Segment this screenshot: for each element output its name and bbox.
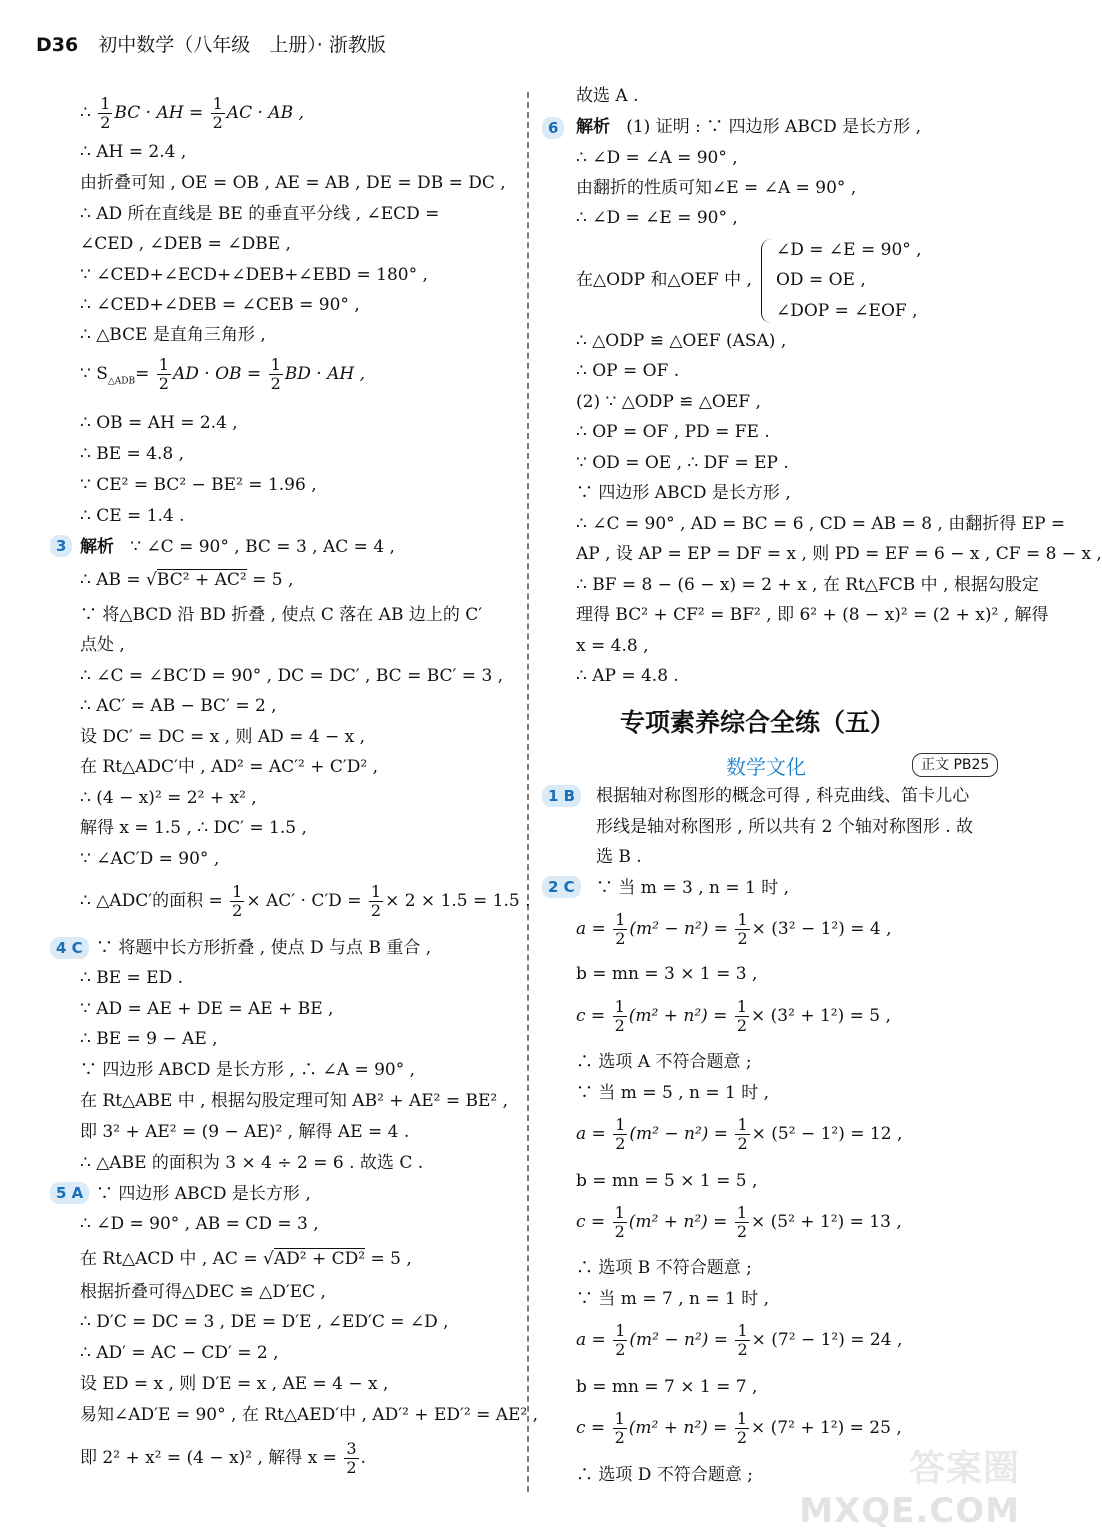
text-line: ∴ AP = 4.8 . [576,666,679,686]
text-line: 由翻折的性质可知∠E = ∠A = 90° , [576,178,857,198]
page-header [36,30,386,57]
text-line: ∴ BE = ED . [80,968,184,988]
text-line: ∴ OB = AH = 2.4 , [80,413,238,433]
text-line: ∴ BE = 9 − AE , [80,1029,218,1049]
question-3-badge: 3 [50,535,72,557]
text-line: 在△ODP 和△OEF 中 , [576,270,752,290]
text-line: 根据轴对称图形的概念可得 , 科克曲线、笛卡儿心 [596,786,970,806]
text-line: ∵ 四边形 ABCD 是长方形 , [576,483,791,503]
brace-line: OD = OE , [776,270,866,290]
text-line: ∴ ∠CED+∠DEB = ∠CEB = 90° , [80,295,360,315]
text-line: 易知∠AD′E = 90° , 在 Rt△AED′中 , AD′² + ED′² = AE² , [80,1405,539,1425]
text-line: 点处 , [80,635,125,655]
formula-line: 在 Rt△ACD 中 , AC = √AD² + CD² = 5 , [80,1249,412,1269]
text-line: 故选 A . [576,86,639,106]
question-4-badge: 4 C [50,937,89,959]
text-line: ∴ ∠C = 90° , AD = BC = 6 , CD = AB = 8 , 由翻折得 EP = [576,514,1066,534]
text-line: ∴ AH = 2.4 , [80,142,187,162]
page-reference: 正文 PB25 [912,753,998,777]
formula-line: 即 2² + x² = (4 − x)² , 解得 x = $\frac{3}{2}$ . [80,1439,366,1477]
formula-line: ∴ AB = √BC² + AC² = 5 , [80,570,294,590]
text-line: (2) ∵ △ODP ≌ △OEF , [576,392,761,412]
text-line: ∴ AC′ = AB − BC′ = 2 , [80,696,277,716]
text-line: ∴ AD′ = AC − CD′ = 2 , [80,1343,279,1363]
question-1-badge: 1 B [542,785,581,807]
text-line: ∵ 当 m = 5 , n = 1 时 , [576,1083,770,1103]
question-5-badge: 5 A [50,1182,89,1204]
question-2-badge: 2 C [542,876,581,898]
watermark: 答案圈 MXQE.COM [799,1448,1020,1531]
text-line: b = mn = 7 × 1 = 7 , [576,1377,758,1397]
text-line: ∴ △ABE 的面积为 3 × 4 ÷ 2 = 6 . 故选 C . [80,1153,424,1173]
text-line: ∵ 当 m = 3 , n = 1 时 , [596,878,790,898]
text-line: ∵ OD = OE , ∴ DF = EP . [576,453,789,473]
text-line: ∴ AD 所在直线是 BE 的垂直平分线 , ∠ECD = [80,204,440,224]
text-line: ∴ ∠C = ∠BC′D = 90° , DC = DC′ , BC = BC′ = 3 , [80,666,504,686]
column-divider [527,92,529,1492]
brace-line: ∠D = ∠E = 90° , [776,240,922,260]
text-line: 解得 x = 1.5 , ∴ DC′ = 1.5 , [80,818,307,838]
text-line: 形线是轴对称图形 , 所以共有 2 个轴对称图形 . 故 [596,817,974,837]
text-line: ∵ 将△BCD 沿 BD 折叠 , 使点 C 落在 AB 边上的 C′ [80,605,483,625]
text-line: ∴ BE = 4.8 , [80,444,185,464]
text-line: 选 B . [596,847,642,867]
text-line: 根据折叠可得△DEC ≌ △D′EC , [80,1282,326,1302]
text-line: ∵ 将题中长方形折叠 , 使点 D 与点 B 重合 , [96,938,432,958]
text-line: ∵ AD = AE + DE = AE + BE , [80,999,334,1019]
text-line: ∴ (4 − x)² = 2² + x² , [80,788,257,808]
text-line: ∴ ∠D = 90° , AB = CD = 3 , [80,1214,319,1234]
formula-line: a = $\frac{1}{2}$ (m² − n²) = $\frac{1}{2}$ × (7² − 1²) = 24 , [576,1321,903,1359]
text-line: b = mn = 5 × 1 = 5 , [576,1171,758,1191]
text-line: ∴ 选项 D 不符合题意 ; [576,1465,753,1485]
text-line: ∴ 选项 B 不符合题意 ; [576,1258,752,1278]
system-brace [761,239,772,323]
text-line: ∵ ∠AC′D = 90° , [80,849,220,869]
text-line: 设 DC′ = DC = x , 则 AD = 4 − x , [80,727,366,747]
text-line: ∴ BF = 8 − (6 − x) = 2 + x , 在 Rt△FCB 中 , 根据勾股定 [576,575,1039,595]
question-6-badge: 6 [542,117,564,139]
formula-line: ∵ $S_{\triangle ADB}=$ $\frac{1}{2}$ AD · OB = $\frac{1}{2}$ BD · AH , [80,355,366,393]
formula-line: ∴ $\frac{1}{2}$ BC · AH = $\frac{1}{2}$ AC · AB , [80,94,304,132]
sub-title: 数学文化 [726,755,806,779]
text-line: ∴ △BCE 是直角三角形 , [80,325,266,345]
text-line: 理得 BC² + CF² = BF² , 即 6² + (8 − x)² = (2 + x)² , 解得 [576,605,1049,625]
page-code: D36 [36,34,79,56]
question-6-line: 解析 (1) 证明 : ∵ 四边形 ABCD 是长方形 , [576,117,921,137]
text-line: 设 ED = x , 则 D′E = x , AE = 4 − x , [80,1374,389,1394]
text-line: ∴ ∠D = ∠A = 90° , [576,148,738,168]
formula-line: ∴ △ADC′的面积 = $\frac{1}{2}$ × AC′ · C′D = $\frac{1}{2}$ × 2 × 1.5 = 1.5 . [80,882,531,920]
question-3-line: 解析 ∵ ∠C = 90° , BC = 3 , AC = 4 , [80,537,395,557]
text-line: x = 4.8 , [576,636,649,656]
text-line: ∴ △ODP ≌ △OEF (ASA) , [576,331,787,351]
formula-line: c = $\frac{1}{2}$ (m² + n²) = $\frac{1}{2}$ × (5² + 1²) = 13 , [576,1203,902,1241]
text-line: 由折叠可知 , OE = OB , AE = AB , DE = DB = DC , [80,173,506,193]
text-line: 在 Rt△ABE 中 , 根据勾股定理可知 AB² + AE² = BE² , [80,1091,509,1111]
text-line: ∴ CE = 1.4 . [80,506,185,526]
text-line: ∵ 四边形 ABCD 是长方形 , ∴ ∠A = 90° , [80,1060,416,1080]
book-title: 初中数学（八年级 上册）· 浙教版 [98,34,386,56]
text-line: ∠CED , ∠DEB = ∠DBE , [80,234,291,254]
text-line: ∴ OP = OF . [576,361,680,381]
text-line: ∵ CE² = BC² − BE² = 1.96 , [80,475,317,495]
text-line: ∴ D′C = DC = 3 , DE = D′E , ∠ED′C = ∠D , [80,1312,449,1332]
formula-line: a = $\frac{1}{2}$ (m² − n²) = $\frac{1}{2}$ × (3² − 1²) = 4 , [576,910,892,948]
brace-line: ∠DOP = ∠EOF , [776,301,918,321]
text-line: ∴ OP = OF , PD = FE . [576,422,770,442]
text-line: ∵ 当 m = 7 , n = 1 时 , [576,1289,770,1309]
text-line: 即 3² + AE² = (9 − AE)² , 解得 AE = 4 . [80,1122,410,1142]
formula-line: c = $\frac{1}{2}$ (m² + n²) = $\frac{1}{2}$ × (3² + 1²) = 5 , [576,997,891,1035]
formula-line: a = $\frac{1}{2}$ (m² − n²) = $\frac{1}{2}$ × (5² − 1²) = 12 , [576,1115,903,1153]
text-line: ∴ ∠D = ∠E = 90° , [576,208,738,228]
text-line: 在 Rt△ADC′中 , AD² = AC′² + C′D² , [80,757,378,777]
text-line: ∵ 四边形 ABCD 是长方形 , [96,1184,311,1204]
formula-line: c = $\frac{1}{2}$ (m² + n²) = $\frac{1}{2}$ × (7² + 1²) = 25 , [576,1409,902,1447]
text-line: ∴ 选项 A 不符合题意 ; [576,1052,752,1072]
section-title: 专项素养综合全练（五） [620,708,896,737]
text-line: AP , 设 AP = EP = DF = x , 则 PD = EF = 6 − x , CF = 8 − x , [576,544,1102,564]
text-line: ∵ ∠CED+∠ECD+∠DEB+∠EBD = 180° , [80,265,428,285]
text-line: b = mn = 3 × 1 = 3 , [576,964,758,984]
